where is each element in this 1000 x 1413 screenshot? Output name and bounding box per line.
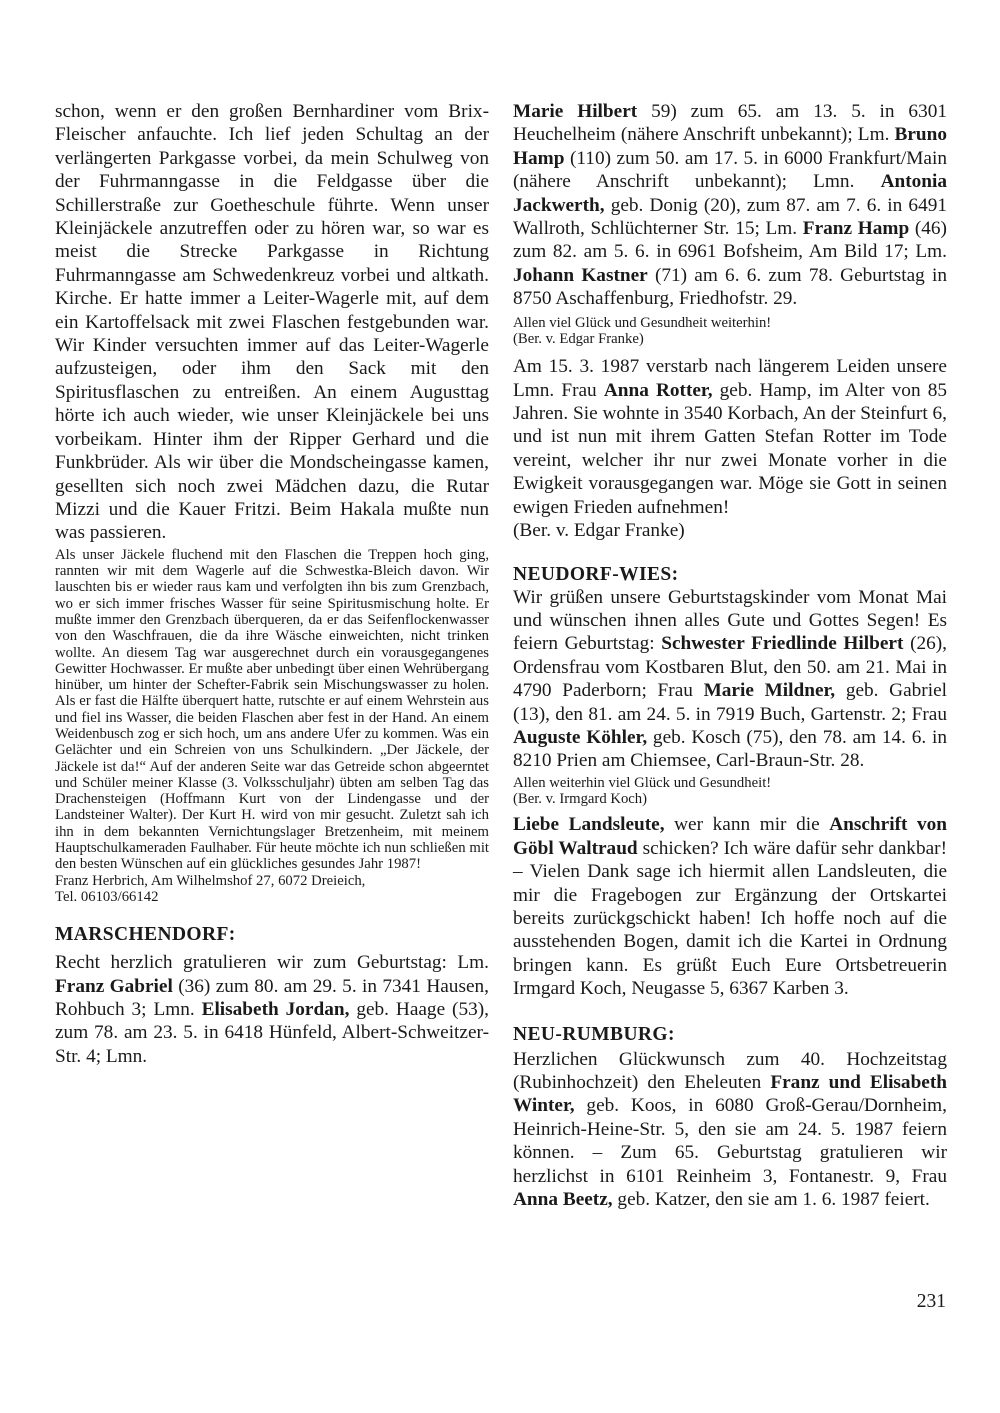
paragraph-text: wer kann mir die — [664, 814, 830, 836]
person-name: Franz und Elisabeth Winter, — [513, 1072, 947, 1117]
story-text: Als unser Jäckele fluchend mit den Flaschen die Treppen hoch ging, rannten wir mit dem Wagerle auf die Schwestka-Bleich davon. Wir lauschten bis er wieder raus kam und verfolgten ihn bis zum Grenzbach, wo er sich immer frisches Wasser für seine Spiritusmischung holte. Er mußte immer den Grenzbach überqueren, da er das Seifenflockenwasser von den Waschfrauen, die da ihre Wäsche einweichten, nicht trinken wollte. An diesem Tag war ausgerechnet durch ein vorausgegangenes Gewitter Hochwasser. Er mußte aber unbedingt über einen Wehrübergang hinüber, um hinter der Schefter-Fabrik sein Mischungswasser zu holen. Als er fast die Hälfte überquert hatte, rutschte er auf einem Wehrstein aus und fiel ins Wasser, die beiden Flaschen aber fest in der Hand. An einem Weidenbusch zog er sich hoch, um ans andere Ufer zu kommen. Was ein Gelächter und ein Schreien von uns Schulkindern. „Der Jäckele, der Jäckele ist da!“ Auf der anderen Seite war das Getreide schon abgeerntet und Schüler meiner Klasse (3. Volksschuljahr) übten am selben Tag das Drachensteigen (Hoffmann Kurt von der Lindengasse und der Landsteiner Walter). Der Kurt H. wird von mir gesucht. Zuletzt sah ich ihn in dem bekannten Vernichtungslager Bretzenheim, mit meinem Hauptschulkameraden Faulhaber. Für heute möchte ich nun schließen mit den besten Wünschen auf ein glückliches gesundes Jahr 1987! — [55, 546, 489, 873]
reporter-credit: (Ber. v. Irmgard Koch) — [513, 791, 648, 808]
neu-rumburg-heading: NEU-RUMBURG: — [513, 1023, 675, 1045]
requested-address: Anschrift von Göbl Waltraud — [513, 814, 948, 859]
neu-rumburg-paragraph — [513, 1048, 947, 1212]
paragraph-text: 59) zum 65. am 13. 5. in 6301 Heuchelheim (nähere Anschrift unbekannt); Lm. — [513, 101, 947, 146]
paragraph-text: (71) am 6. 6. zum 78. Geburtstag in 8750 Aschaffenburg, Friedhofstr. 29. — [513, 264, 947, 310]
paragraph-text: (46) zum 82. am 5. 6. in 6961 Bofsheim, Am Bild 17; Lm. — [513, 218, 947, 263]
paragraph-text: geb. Katzer, den sie am 1. 6. 1987 feiert. — [612, 1189, 930, 1211]
paragraph-text: (26), Ordensfrau vom Kostbaren Blut, den 50. am 21. Mai in 4790 Paderborn; Frau — [513, 633, 948, 702]
signature-address: Franz Herbrich, Am Wilhelmshof 27, 6072 Dreieich, — [55, 872, 366, 889]
marschendorf-paragraph — [55, 951, 489, 1068]
paragraph-text: Wir grüßen unsere Geburtstagskinder vom Monat Mai und wünschen ihnen alles Gute und Gottes Segen! Es feiern Geburtstag: — [513, 586, 947, 655]
paragraph-text: Herzlichen Glückwunsch zum 40. Hochzeitstag (Rubinhochzeit) den Eheleuten — [513, 1048, 947, 1093]
person-name: Franz Hamp — [802, 218, 910, 240]
person-name: Franz Gabriel — [55, 975, 173, 997]
person-name: Elisabeth Jordan, — [201, 999, 350, 1021]
paragraph-text: geb. Haage (53), zum 78. am 23. 5. in 6418 Hünfeld, Albert-Schweitzer-Str. 4; Lmn. — [55, 999, 489, 1067]
paragraph-text: geb. Gabriel (13), den 81. am 24. 5. in 7919 Buch, Gartenstr. 2; Frau — [513, 680, 947, 725]
person-name: Schwester Friedlinde Hilbert — [661, 633, 904, 655]
person-name: Bruno Hamp — [513, 124, 947, 169]
paragraph-text: (36) zum 80. am 29. 5. in 7341 Hausen, Rohbuch 3; Lmn. — [55, 975, 489, 1021]
page-number: 231 — [916, 1291, 946, 1312]
paragraph-text: geb. Kosch (75), den 78. am 14. 6. in 8210 Prien am Chiemsee, Carl-Braun-Str. 28. — [513, 726, 948, 772]
obituary-paragraph — [513, 355, 947, 542]
appeal-paragraph — [513, 813, 947, 1000]
right-column — [513, 100, 947, 1211]
paragraph-text: Recht herzlich gratulieren wir zum Geburtstag: Lm. — [55, 952, 489, 974]
author-signature — [55, 873, 489, 906]
greeting: Liebe Landsleute, — [513, 814, 665, 836]
person-name: Auguste Köhler, — [513, 726, 648, 748]
paragraph-text: geb. Hamp, im Alter von 85 Jahren. Sie wohnte in 3540 Korbach, An der Steinfurt 6, und ist nun mit ihrem Gatten Stefan Rotter im Tode vereint, welcher ihr nur zwei Monate vorher in die Ewigkeit vorausgegangen war. Möge sie Gott in seinen ewigen Frieden aufnehmen! — [513, 379, 947, 518]
person-name: Marie Hilbert — [513, 101, 638, 122]
neudorf-wies-paragraph — [513, 586, 947, 773]
person-name: Johann Kastner — [513, 264, 648, 286]
paragraph-text: geb. Koos, in 6080 Groß-Gerau/Dornheim, Heinrich-Heine-Str. 5, den sie am 24. 5. 1987 feiern können. – Zum 65. Geburtstag gratulieren wir herzlichst in 6101 Reinheim 3, Fontanestr. 9, Frau — [513, 1095, 947, 1187]
person-name: Antonia Jackwerth, — [513, 171, 947, 216]
story-paragraph-1 — [55, 100, 489, 545]
neudorf-wies-wish — [513, 775, 947, 808]
signature-phone: Tel. 06103/66142 — [55, 888, 159, 905]
reporter-credit: (Ber. v. Edgar Franke) — [513, 330, 644, 347]
left-column — [55, 100, 489, 1068]
marschendorf-heading: MARSCHENDORF: — [55, 924, 236, 946]
person-name: Anna Rotter, — [603, 379, 713, 401]
person-name: Anna Beetz, — [513, 1189, 613, 1211]
neudorf-wies-heading: NEUDORF-WIES: — [513, 563, 679, 585]
story-paragraph-2 — [55, 547, 489, 873]
marschendorf-wish — [513, 315, 947, 348]
marschendorf-continued-paragraph — [513, 100, 947, 311]
paragraph-text: schicken? Ich wäre dafür sehr dankbar! – Vielen Dank sage ich hiermit allen Landsleuten, die mir die Fragebogen zur Ergänzung der Ortskartei bereits zurückgschickt haben! Ich hoffe noch auf die ausstehenden Bogen, damit ich die Kartei in Ordnung bringen kann. Es grüßt Euch Eure Ortsbetreuerin Irmgard Koch, Neugasse 5, 6367 Karben 3. — [513, 837, 947, 1000]
person-name: Marie Mildner, — [703, 680, 836, 702]
paragraph-text: Am 15. 3. 1987 verstarb nach längerem Leiden unsere Lmn. Frau — [513, 356, 947, 401]
paragraph-text: geb. Donig (20), zum 87. am 7. 6. in 6491 Wallroth, Schlüchterner Str. 15; Lm. — [513, 194, 947, 240]
wish-text: Allen weiterhin viel Glück und Gesundheit! — [513, 774, 772, 791]
paragraph-text: (110) zum 50. am 17. 5. in 6000 Frankfurt/Main (nähere Anschrift unbekannt); Lmn. — [513, 147, 947, 193]
reporter-credit: (Ber. v. Edgar Franke) — [513, 520, 685, 542]
wish-text: Allen viel Glück und Gesundheit weiterhin! — [513, 314, 772, 331]
story-text: schon, wenn er den großen Bernhardiner vom Brix-Fleischer anfauchte. Ich lief jeden Schultag an der verlängerten Parkgasse vorbei, da mein Schulweg von der Fuhrmanngasse in die Feldgasse über die Schillerstraße zur Goetheschule führte. Wenn unser Kleinjäckele anzutreffen oder zu hören war, so war es meist die Strecke Parkgasse in Richtung Fuhrmanngasse am Schwedenkreuz vorbei und altkath. Kirche. Er hatte immer a Leiter-Wagerle mit, auf dem ein Kartoffelsack mit zwei Flaschen festgebunden war. Wir Kinder versuchten immer auf das Leiter-Wagerle aufzusteigen, oder ihm den Sack mit den Spiritusflaschen zu entreißen. An einem Augusttag hörte ich auch wieder, wie unser Kleinjäckele bei uns vorbeikam. Hinter ihm der Ripper Gerhard und die Funkbrüder. Als wir über die Mondscheingasse kamen, gesellten sich noch zwei Mädchen dazu, die Rutar Mizzi und die Kauer Fritzi. Beim Hakala mußte nun was passieren. — [55, 101, 489, 544]
